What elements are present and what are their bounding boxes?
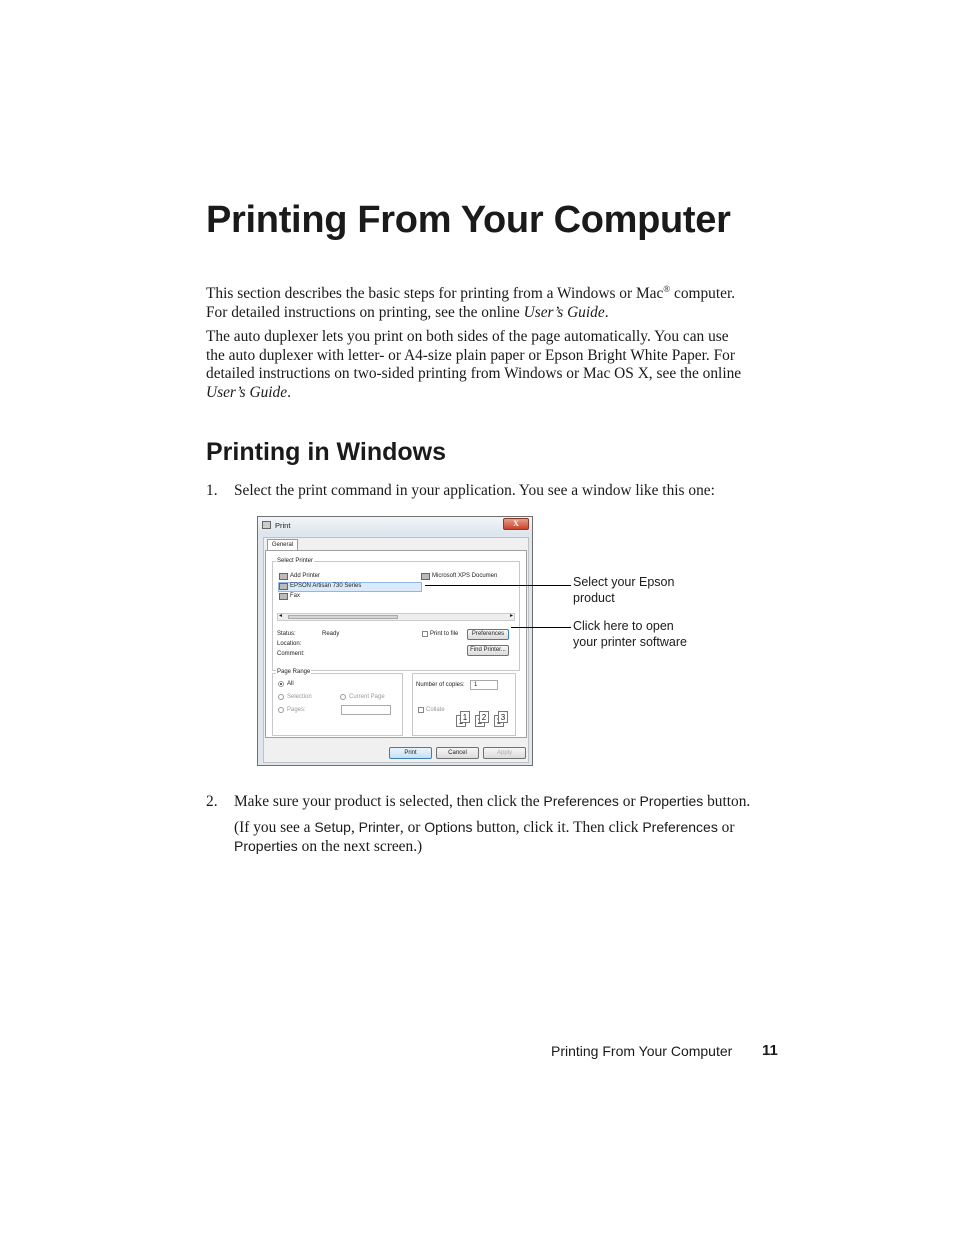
ui-term-preferences: Preferences xyxy=(543,793,619,809)
scroll-left-icon[interactable]: ◂ xyxy=(279,612,283,619)
cancel-button[interactable]: Cancel xyxy=(436,747,479,759)
page-range-label: Page Range xyxy=(277,669,311,675)
collate-checkbox[interactable] xyxy=(418,707,424,713)
ui-term-options: Options xyxy=(424,819,473,835)
ui-term-properties: Properties xyxy=(234,838,298,854)
copies-input[interactable] xyxy=(470,680,498,690)
intro-text: The auto duplexer lets you print on both sides of the page automatically. You can use the auto duplexer with letter- or A4-size plain paper or Epson Bright White Paper. For detailed instructions on two-sided printing from Windows or Mac OS X, see the online xyxy=(206,328,742,383)
print-to-file-label: Print to file xyxy=(430,631,459,637)
status-value: Ready xyxy=(322,631,340,637)
dialog-titlebar xyxy=(258,517,532,535)
callout-preferences-line1: Click here to open xyxy=(573,619,674,633)
collate-label: Collate xyxy=(426,707,445,713)
intro-text: This section describes the basic steps for printing from a Windows or Mac xyxy=(206,285,664,303)
radio-selection[interactable] xyxy=(278,694,284,700)
ui-term-properties: Properties xyxy=(639,793,704,809)
callout-product xyxy=(573,574,674,606)
comment-label: Comment: xyxy=(277,651,305,657)
step-note: (If you see a Setup, Printer, or Options button, click it. Then click Preferences or Properties on the next screen.) xyxy=(234,819,735,855)
close-button[interactable]: X xyxy=(503,518,529,530)
users-guide-ref: User’s Guide xyxy=(206,383,288,401)
printer-item-epson[interactable]: EPSON Artisan 730 Series xyxy=(290,583,362,589)
page-title: Printing From Your Computer xyxy=(206,199,731,241)
select-printer-label: Select Printer xyxy=(277,558,314,564)
tab-panel xyxy=(265,550,527,738)
callout-product-line1: Select your Epson xyxy=(573,575,675,589)
status-label: Status: xyxy=(277,631,296,637)
intro-text: . xyxy=(604,303,609,321)
printer-item-xps[interactable]: Microsoft XPS Documen xyxy=(432,573,498,579)
printer-item-fax[interactable]: Fax xyxy=(290,593,301,599)
preferences-button[interactable]: Preferences xyxy=(467,629,509,640)
step-text: Select the print command in your application. You see a window like this one: xyxy=(234,482,715,499)
callout-preferences xyxy=(573,618,687,650)
scroll-right-icon[interactable]: ▸ xyxy=(509,612,513,619)
printer-list[interactable] xyxy=(277,570,515,611)
radio-pages[interactable] xyxy=(278,707,284,713)
dialog-title: Print xyxy=(275,521,291,530)
ui-term-setup: Setup xyxy=(314,819,351,835)
add-printer-icon xyxy=(279,573,288,580)
page-number: 11 xyxy=(762,1042,778,1059)
radio-selection-label: Selection xyxy=(287,694,312,700)
printer-item-add[interactable]: Add Printer xyxy=(290,573,321,579)
radio-current-page-label: Current Page xyxy=(349,694,385,700)
copies-value: 1 xyxy=(474,682,478,688)
scroll-thumb[interactable] xyxy=(288,615,398,619)
footer-title: Printing From Your Computer xyxy=(551,1043,733,1059)
radio-pages-label: Pages: xyxy=(287,707,306,713)
tab-general[interactable]: General xyxy=(267,539,298,551)
registered-mark: ® xyxy=(663,284,671,294)
dialog-client xyxy=(263,537,529,763)
callout-line-preferences xyxy=(511,627,571,628)
intro-paragraph-1 xyxy=(206,280,751,322)
radio-current-page[interactable] xyxy=(340,694,346,700)
radio-all[interactable] xyxy=(278,681,284,687)
ui-term-preferences: Preferences xyxy=(642,819,718,835)
pages-input[interactable] xyxy=(341,705,391,715)
radio-all-label: All xyxy=(287,681,294,687)
callout-line-product xyxy=(425,585,571,586)
print-button[interactable]: Print xyxy=(389,747,432,759)
print-to-file-checkbox[interactable] xyxy=(422,631,428,637)
users-guide-ref: User’s Guide xyxy=(523,303,605,321)
step-number: 2. xyxy=(206,793,218,810)
printer-list-scrollbar[interactable] xyxy=(277,613,515,621)
ui-term-printer: Printer xyxy=(358,819,400,835)
collate-illustration-icon: 1 2 3 xyxy=(456,709,512,729)
section-heading: Printing in Windows xyxy=(206,438,447,466)
printer-icon xyxy=(262,521,271,529)
apply-button[interactable]: Apply xyxy=(483,747,526,759)
fax-icon xyxy=(279,593,288,600)
xps-printer-icon xyxy=(421,573,430,580)
step-2 xyxy=(206,792,766,862)
callout-preferences-line2: your printer software xyxy=(573,635,687,649)
location-label: Location: xyxy=(277,641,302,647)
epson-printer-icon xyxy=(279,583,288,590)
copies-label: Number of copies: xyxy=(416,682,465,688)
print-dialog xyxy=(257,516,533,766)
intro-text: . xyxy=(287,383,291,401)
intro-paragraph-2 xyxy=(206,328,751,402)
intro-text: computer. For detailed instructions on printing, see the online xyxy=(206,285,736,321)
find-printer-button[interactable]: Find Printer... xyxy=(467,645,509,656)
step-text: Make sure your product is selected, then click the Preferences or Properties button. xyxy=(234,793,751,810)
callout-product-line2: product xyxy=(573,591,615,605)
step-number: 1. xyxy=(206,482,218,499)
